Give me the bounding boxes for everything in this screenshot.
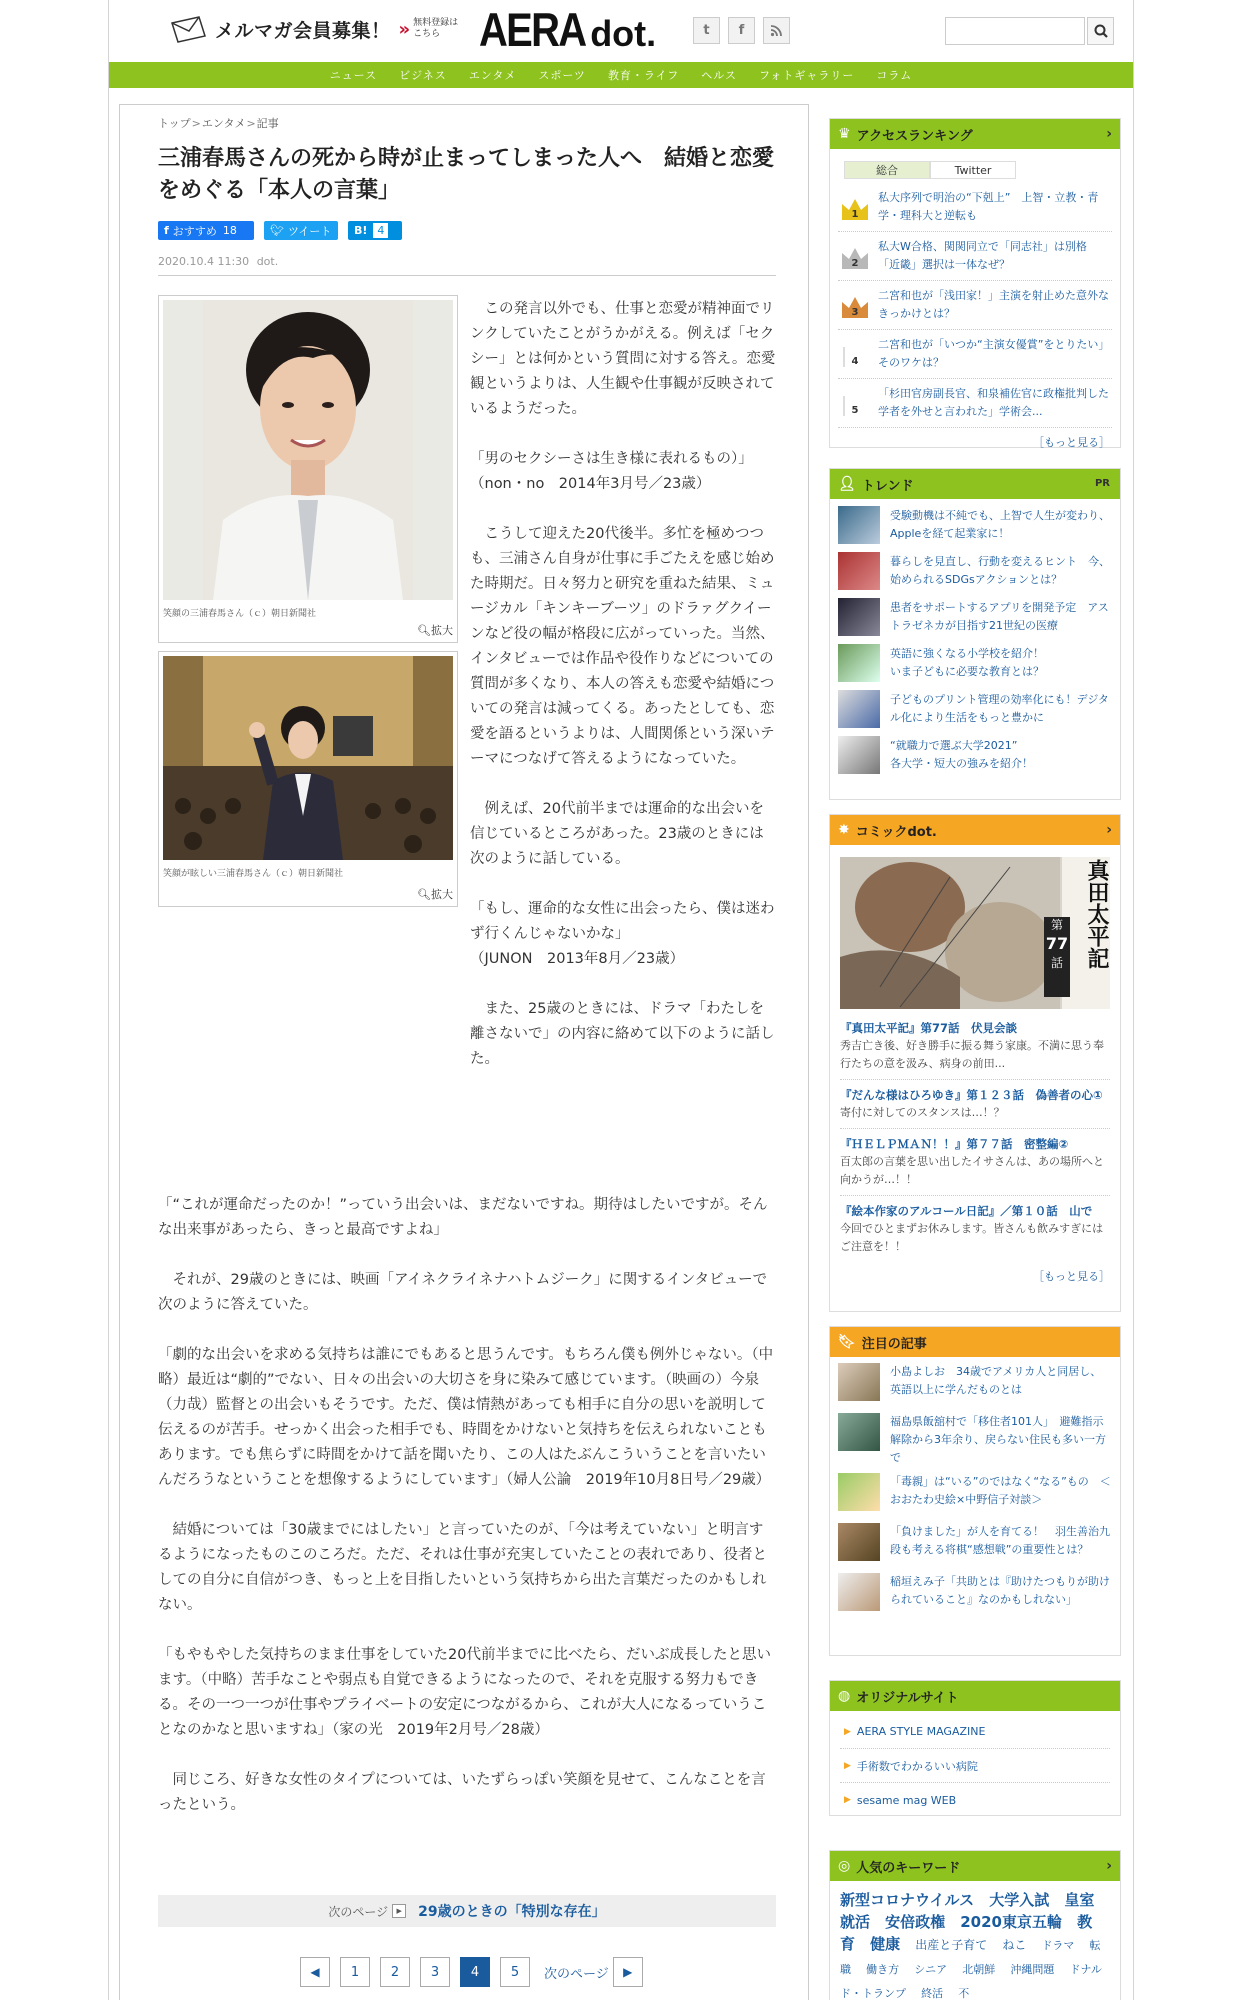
ranking-item[interactable]: 2 私大W合格、関関同立で「同志社」は別格 「近畿」選択は一体なぜ？ — [838, 232, 1112, 281]
keyword-link[interactable]: 終活 — [921, 1987, 944, 2000]
ranking-more-link[interactable]: ［もっと見る］ — [1033, 436, 1110, 449]
article-author[interactable]: dot. — [256, 255, 279, 268]
comic-item[interactable]: 『絵本作家のアルコール日記』／第１０話 山で 今回でひとまずお休みします。皆さんも飲みすぎにはご注意を！！ — [840, 1204, 1104, 1253]
comic-cover-title: 真田太平記 — [1084, 859, 1109, 969]
keywords-box — [829, 1850, 1121, 2000]
rank-2-crown-icon: 2 — [838, 241, 872, 271]
trend-item[interactable]: 暮らしを見直し、行動を変えるヒント 今、始められるSDGsアクションとは？ — [838, 551, 1112, 591]
keyword-link[interactable]: ドラマ — [1041, 1939, 1075, 1952]
original-site-link[interactable]: ▶ AERA STYLE MAGAZINE — [840, 1715, 1110, 1749]
paragraph: 結婚については「30歳までにはしたい」と言っていたのが、「今は考えていない」と明言するようになったものこのころだ。ただ、それは仕事が充実していたことの表れであり、役者としての自分に自信がつき、もっと上を目指したいという気持ちから出た言葉だったのかもしれない。 — [158, 1522, 767, 1613]
ranking-item[interactable]: 1 私大序列で明治の“下剋上” 上智・立教・青学・理科大と逆転も — [838, 183, 1112, 232]
page-4-button[interactable]: 4 — [460, 1957, 490, 1987]
portrait-photo — [163, 300, 453, 600]
globe-icon: ◍ — [838, 1688, 851, 1704]
trend-thumbnail — [838, 690, 880, 728]
next-page-title[interactable]: 29歳のときの「特別な存在」 — [418, 1904, 606, 1920]
envelope-icon — [169, 14, 209, 44]
trend-list — [830, 505, 1120, 775]
article-main — [119, 104, 809, 2000]
ranking-item[interactable]: 5 「杉田官房副長官、和泉補佐官に政権批判した学者を外せと言われた」学術会... — [838, 379, 1112, 428]
keyword-link[interactable]: 出産と子育て — [915, 1938, 988, 1952]
nav-news[interactable]: ニュース — [329, 69, 378, 82]
site-logo[interactable] — [479, 3, 657, 56]
nav-health[interactable]: ヘルス — [701, 69, 737, 82]
nav-photo-gallery[interactable]: フォトギャラリー — [758, 69, 855, 82]
ranking-tabs — [844, 161, 1120, 179]
notable-thumbnail — [838, 1473, 880, 1511]
tweet-button[interactable]: 🐦︎ ツイート — [264, 221, 338, 240]
keyword-link[interactable]: ねこ — [1002, 1938, 1027, 1952]
logo-dot: dot. — [590, 13, 657, 54]
comic-episode-badge: 第 77 話 — [1044, 917, 1070, 997]
keyword-link[interactable]: 働き方 — [866, 1963, 900, 1976]
divider — [158, 275, 776, 276]
hatena-count: 4 — [373, 223, 388, 238]
photo-caption: 笑顔の三浦春馬さん（ｃ）朝日新聞社 — [163, 609, 317, 619]
tag-icon: ◎ — [838, 1858, 851, 1874]
logo-aera: AERA — [479, 3, 586, 56]
trend-item[interactable]: 受験動機は不純でも、上智で人生が変わり、Appleを経て起業家に！ — [838, 505, 1112, 545]
trend-thumbnail — [838, 644, 880, 682]
breadcrumb-top[interactable]: トップ — [158, 117, 191, 130]
original-sites-list — [830, 1715, 1120, 1817]
article-title: 三浦春馬さんの死から時が止まってしまった人へ 結婚と恋愛をめぐる「本人の言葉」 — [158, 146, 775, 203]
notable-thumbnail — [838, 1573, 880, 1611]
facebook-icon: f — [164, 224, 169, 237]
comic-item[interactable]: 『だんな様はひろゆき』第１２３話 偽善者の心① 寄付に対してのスタンスは…！？ — [840, 1080, 1110, 1129]
facebook-count: 18 — [222, 224, 237, 237]
next-page-label: 次のページ — [328, 1904, 389, 1919]
article-date: 2020.10.4 11:30 — [158, 255, 250, 268]
rank-5-label: 5 — [851, 405, 859, 416]
magnifier-icon: 🔍︎ — [417, 624, 431, 637]
chevron-right-icon: › — [1106, 822, 1112, 838]
social-links — [693, 17, 790, 44]
ranking-item[interactable]: 4 二宮和也が「いつか“主演女優賞”をとりたい」そのワケは？ — [838, 330, 1112, 379]
pr-badge: PR — [1094, 478, 1110, 489]
breadcrumb-current: 記事 — [256, 117, 279, 130]
trend-item[interactable]: 患者をサポートするアプリを開発予定 アストラゼネカが目指す21世紀の医療 — [838, 597, 1112, 637]
facebook-recommend-button[interactable]: f おすすめ 18 — [158, 221, 254, 240]
search-button[interactable] — [1087, 17, 1114, 45]
paragraph: 「もやもやした気持ちのまま仕事をしていた20代前半までに比べたら、だいぶ成長したと思います。（中略）苦手なことや弱点も自覚できるようになったので、それを克服する努力もできる。その一つ一つが仕事やプライベートの安定につながるから、これが大人になるっていうことなのかなと思いますね」（家の光 2019年2月号／28歳） — [158, 1647, 771, 1738]
comic-item[interactable]: 『真田太平記』第77話 伏見会談 秀吉亡き後、好き勝手に振る舞う家康。不満に思う奉行たちの意を汲み、病身の前田... — [840, 1013, 1110, 1080]
notable-header: 🔖︎ 注目の記事 — [830, 1327, 1120, 1357]
trend-box — [829, 468, 1121, 800]
notable-item[interactable]: 稲垣えみ子「共助とは『助けたつもりが助けられていること』なのかもしれない」 — [838, 1573, 1112, 1617]
site-header — [109, 0, 1133, 62]
comic-header[interactable]: ✸ コミックdot. › — [830, 815, 1120, 845]
notable-item[interactable]: 福島県飯舘村で「移住者101人」 避難指示解除から3年余り、戻らない住民も多い一方で — [838, 1413, 1112, 1467]
paragraph: 「もし、運命的な女性に出会ったら、僕は迷わず行くんじゃないかな」 （JUNON 2013年8月／23歳） — [470, 901, 775, 967]
notable-thumbnail — [838, 1363, 880, 1401]
nav-column[interactable]: コラム — [876, 69, 913, 82]
mailmag-sub: 無料登録は こちら — [413, 18, 459, 39]
keyword-link[interactable]: 皇室 — [1064, 1891, 1095, 1909]
nav-education-life[interactable]: 教育・ライフ — [607, 69, 680, 82]
notable-item[interactable]: 「毒親」は“いる”のではなく“なる”もの ＜おおたわ史絵×中野信子対談＞ — [838, 1473, 1112, 1517]
paragraph: 「男のセクシーさは生き様に表れるもの）」（non・no 2014年3月号／23歳） — [470, 451, 753, 492]
keyword-link[interactable]: 北朝鮮 — [962, 1963, 996, 1976]
paragraph: こうして迎えた20代後半。多忙を極めつつも、三浦さん自身が仕事に手ごたえを感じ始めた時期だ。日々努力と研究を重ねた結果、ミュージカル「キンキーブーツ」のドラァグクイーンなど役の幅が格段に広がっていった。当然、インタビューでは作品や役作りなどについての質問が多くなり、本人の答えも恋愛や結婚についての発言は減ってくる。あったとしても、恋愛を語るというよりは、人間関係という深いテーマにつなげて答えるようになっていた。 — [470, 526, 775, 767]
keyword-link[interactable]: 2020東京五輪 — [960, 1913, 1062, 1931]
keyword-link[interactable]: 教育 — [840, 1913, 1093, 1953]
keyword-link[interactable]: 沖縄問題 — [1010, 1963, 1055, 1976]
keyword-link[interactable]: 新型コロナウイルス — [840, 1891, 975, 1909]
paragraph: また、25歳のときには、ドラマ「わたしを離さないで」の内容に絡めて以下のように話した。 — [470, 1001, 775, 1067]
page-1-button[interactable]: 1 — [340, 1957, 370, 1987]
bookmark-icon: 🔖︎ — [838, 1334, 856, 1350]
page-5-button[interactable]: 5 — [500, 1957, 530, 1987]
tab-overall[interactable]: 総合 — [844, 161, 930, 179]
play-icon: ▶ — [392, 1904, 406, 1918]
article-dateline — [158, 255, 278, 268]
notable-thumbnail — [838, 1413, 880, 1451]
comic-box — [829, 814, 1121, 1312]
photo-caption: 笑顔が眩しい三浦春馬さん（ｃ）朝日新聞社 — [163, 869, 344, 879]
next-page-button[interactable]: ▶ — [613, 1957, 643, 1987]
crown-icon: ♛ — [838, 126, 851, 142]
keyword-link[interactable]: 不 — [958, 1987, 970, 2000]
share-buttons — [158, 221, 402, 240]
trend-item[interactable]: “就職力で選ぶ大学2021” 各大学・短大の強みを紹介！ — [838, 735, 1112, 775]
pagination — [300, 1957, 643, 1987]
keyword-link[interactable]: 安倍政権 — [885, 1913, 946, 1931]
trend-header: 👤︎ トレンド PR — [830, 469, 1120, 499]
magnifier-icon: 🔍︎ — [417, 888, 431, 901]
original-site-link[interactable]: ▶ 手術数でわかるいい病院 — [840, 1749, 1110, 1783]
keyword-link[interactable]: 転職 — [840, 1939, 1101, 1976]
notable-item[interactable]: 小島よしお 34歳でアメリカ人と同居し、英語以上に学んだものとは — [838, 1363, 1112, 1407]
rss-icon[interactable] — [763, 17, 790, 44]
triangle-right-icon: ▶ — [844, 1726, 851, 1737]
keyword-link[interactable]: 就活 — [840, 1913, 871, 1931]
page-2-button[interactable]: 2 — [380, 1957, 410, 1987]
stage-photo — [163, 656, 453, 860]
rank-3-crown-icon: 3 — [838, 290, 872, 320]
chevron-right-icon: › — [1106, 1858, 1112, 1874]
notable-item[interactable]: 「負けました」が人を育てる！ 羽生善治九段も考える将棋“感想戦”の重要性とは？ — [838, 1523, 1112, 1567]
breadcrumb — [158, 115, 279, 131]
keyword-link[interactable]: ドナルド・トランプ — [840, 1963, 1102, 2000]
notable-thumbnail — [838, 1523, 880, 1561]
trend-thumbnail — [838, 552, 880, 590]
notable-list — [830, 1363, 1120, 1617]
nav-business[interactable]: ビジネス — [399, 69, 447, 82]
original-sites-header: ◍ オリジナルサイト — [830, 1681, 1120, 1711]
article-body-right — [470, 297, 776, 1097]
triangle-right-icon: ▶ — [844, 1760, 851, 1771]
mailmag-label: メルマガ会員募集！ — [215, 19, 391, 42]
hatena-bookmark-button[interactable]: B! 4 — [348, 221, 402, 240]
search-icon — [1094, 24, 1108, 38]
pager-next-label[interactable]: 次のページ — [544, 1966, 609, 1982]
breadcrumb-separator: > — [246, 117, 256, 130]
keyword-cloud — [840, 1889, 1110, 2000]
paragraph: 例えば、20代前半までは運命的な出会いを信じているところがあった。23歳のときには次のように話している。 — [470, 801, 764, 867]
twitter-icon: 🐦︎ — [270, 224, 284, 237]
facebook-icon[interactable]: f — [728, 17, 755, 44]
original-sites-box — [829, 1680, 1121, 1816]
trend-thumbnail — [838, 598, 880, 636]
trend-thumbnail — [838, 506, 880, 544]
paragraph: それが、29歳のときには、映画「アイネクライネナハトムジーク」に関するインタビューで次のように答えていた。 — [158, 1272, 768, 1313]
zoom-link[interactable]: 🔍︎拡大 — [417, 624, 453, 637]
ranking-header[interactable]: ♛ アクセスランキング › — [830, 119, 1120, 149]
ranking-item[interactable]: 3 二宮和也が「浅田家！」主演を射止めた意外なきっかけとは？ — [838, 281, 1112, 330]
paragraph: この発言以外でも、仕事と恋愛が精神面でリンクしていたことがうかがえる。例えば「セクシー」とは何かという質問に対する答え。恋愛観というよりは、人生観や仕事観が反映されているようだった。 — [470, 301, 776, 417]
notable-articles-box — [829, 1326, 1121, 1656]
comic-list — [830, 1013, 1120, 1262]
breadcrumb-entame[interactable]: エンタメ — [201, 117, 246, 130]
star-burst-icon: ✸ — [838, 822, 850, 838]
comic-cover-image[interactable] — [840, 857, 1110, 1009]
keyword-link[interactable]: 健康 — [870, 1935, 901, 1953]
triangle-right-icon: ▶ — [844, 1795, 851, 1805]
person-icon: 👤︎ — [838, 476, 856, 492]
access-ranking-box — [829, 118, 1121, 448]
search-input[interactable] — [945, 17, 1085, 45]
photo-figure[interactable] — [158, 651, 458, 907]
breadcrumb-separator: > — [191, 117, 201, 130]
zoom-link[interactable]: 🔍︎拡大 — [417, 888, 453, 901]
trend-item[interactable]: 英語に強くなる小学校を紹介！ いま子どもに必要な教育とは？ — [838, 643, 1112, 683]
global-nav — [109, 62, 1133, 88]
trend-thumbnail — [838, 736, 880, 774]
paragraph: 「劇的な出会いを求める気持ちは誰にでもあると思うんです。もちろん僕も例外じゃない。（中略）最近は“劇的”でない、日々の出会いの大切さを身に染みて感じています。（映画の）今泉（力哉）監督との出会いもそうです。ただ、僕は情熱があっても相手に自分の思いを説明して伝えるのが苦手。せっかく出会った相手でも、時間をかけないと気持ちを伝えられないこともあります。でも焦らずに時間をかけて話を聞いたり、この人はたぶんこういうことを言いたいんだろうなということを想像するようにしています」（婦人公論 2019年10月8日号／29歳） — [158, 1347, 774, 1488]
tab-twitter[interactable]: Twitter — [930, 161, 1016, 179]
rank-4-label: 4 — [851, 356, 859, 367]
paragraph: 同じころ、好きな女性のタイプについては、いたずらっぽい笑顔を見せて、こんなことを言ったという。 — [158, 1772, 766, 1813]
trend-item[interactable]: 子どものプリント管理の効率化にも！デジタル化により生活をもっと豊かに — [838, 689, 1112, 729]
keyword-link[interactable]: 大学入試 — [989, 1891, 1050, 1909]
nav-entertainment[interactable]: エンタメ — [468, 69, 517, 82]
comic-more-link[interactable]: ［もっと見る］ — [1033, 1270, 1110, 1283]
ranking-list — [838, 183, 1112, 428]
page-3-button[interactable]: 3 — [420, 1957, 450, 1987]
photo-figure[interactable] — [158, 295, 458, 643]
chevron-right-icon: » — [398, 18, 411, 40]
keyword-link[interactable]: シニア — [914, 1963, 948, 1976]
nav-sports[interactable]: スポーツ — [538, 69, 586, 82]
mailmag-banner[interactable] — [169, 14, 458, 44]
keywords-header[interactable]: ◎ 人気のキーワード › — [830, 1851, 1120, 1881]
comic-item[interactable]: 『ＨＥＬＰＭＡＮ！！』第７７話 密整編② 百太郎の言葉を思い出したイサさんは、あの場所へと向かうが…！！ — [840, 1129, 1110, 1196]
rank-1-crown-icon: 1 — [838, 192, 872, 222]
next-page-bar[interactable] — [158, 1895, 776, 1927]
paragraph: 「“これが運命だったのか！”っていう出会いは、まだないですね。期待はしたいですが。そんな出来事があったら、きっと最高ですよね」 — [158, 1197, 768, 1238]
original-site-link[interactable]: ▶ sesame mag WEB — [844, 1793, 957, 1807]
article-body-full — [158, 1193, 776, 1843]
twitter-icon[interactable]: t — [693, 17, 720, 44]
prev-page-button[interactable]: ◀ — [300, 1957, 330, 1987]
chevron-right-icon: › — [1106, 126, 1112, 142]
page — [108, 0, 1134, 2000]
